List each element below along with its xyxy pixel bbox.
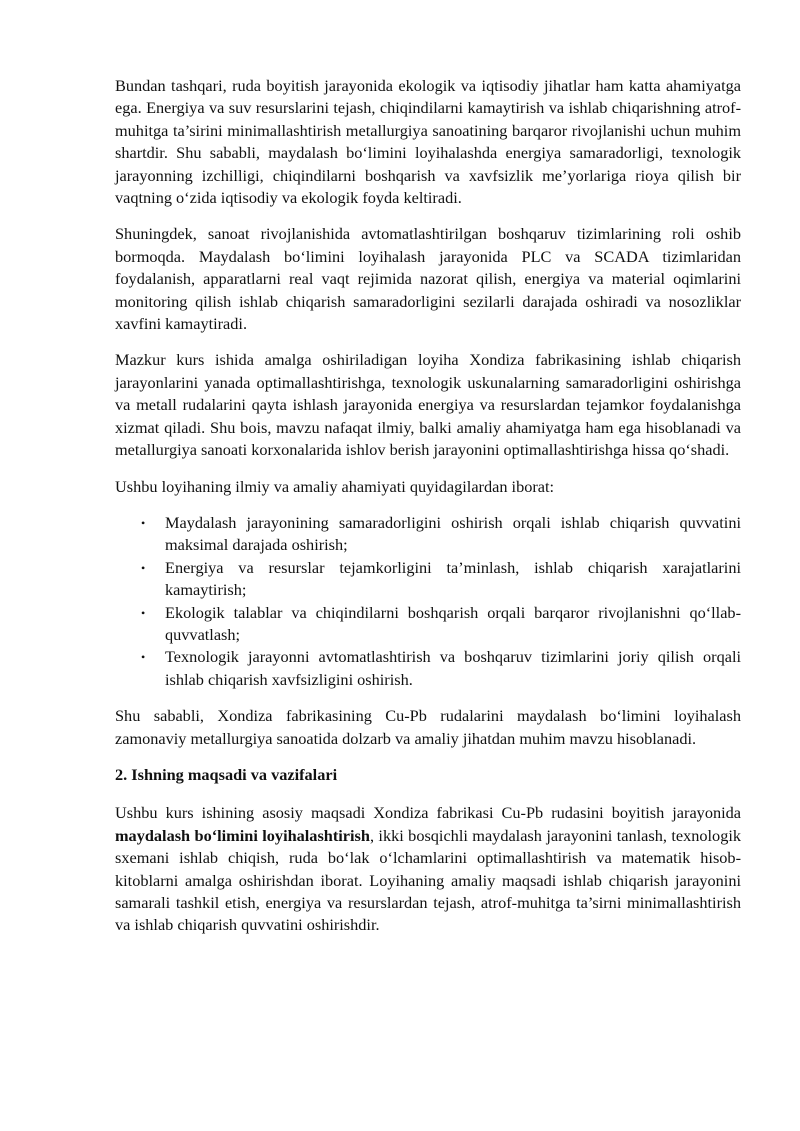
paragraph-project: Mazkur kurs ishida amalga oshiriladigan loyiha Xondiza fabrikasining ishlab chiqarish jarayonlarini yanada optimallashtirishga, texnologik uskunalarning samaradorligini oshirishga va metall rudalarini qayta ishlash jarayonida energiya va resurslardan tejamkor foydalanishga xizmat qiladi. Shu bois, mavzu nafaqat ilmiy, balki amaliy ahamiyatga ham ega hisoblanadi va metallurgiya sanoati korxonalarida ishlov berish jarayonini optimallashtirishga hissa qo‘shadi. <box>115 350 741 460</box>
goal-text-after: , ikki bosqichli maydalash jarayonini tanlash, texnologik sxemani ishlab chiqish, ruda bo‘lak o‘lchamlarini optimallashtirish va matematik hisob-kitoblarni amalga oshirishdan iborat. Loyihaning amaliy maqsadi ishlab chiqarish jarayonini samarali tashkil etish, energiya va resurslardan tejash, atrof-muhitga ta’sirni minimallashtirish va ishlab chiqarish quvvatini oshirishdir. <box>115 825 741 935</box>
list-item-text: Maydalash jarayonining samaradorligini oshirish orqali ishlab chiqarish quvvatini maksimal darajada oshirish; <box>165 512 741 555</box>
paragraph-conclusion: Shu sababli, Xondiza fabrikasining Cu-Pb rudalarini maydalash bo‘limini loyihalash zamonaviy metallurgiya sanoatida dolzarb va amaliy jihatdan muhim mavzu hisoblanadi. <box>115 706 741 748</box>
bullet-icon: • <box>141 605 146 620</box>
list-item <box>141 557 741 602</box>
paragraph-automation: Shuningdek, sanoat rivojlanishida avtomatlashtirilgan boshqaruv tizimlarining roli oshib bormoqda. Maydalash bo‘limini loyihalash jarayonida PLC va SCADA tizimlaridan foydalanish, apparatlarni real vaqt rejimida nazorat qilish, energiya va material oqimlarini monitoring qilish ishlab chiqarish samaradorligini sezilarli darajada oshiradi va nosozliklar xavfini kamaytiradi. <box>115 224 741 334</box>
list-item-text: Energiya va resurslar tejamkorligini ta’minlash, ishlab chiqarish xarajatlarini kamaytirish; <box>165 557 741 600</box>
paragraph-significance-intro: Ushbu loyihaning ilmiy va amaliy ahamiyati quyidagilardan iborat: <box>115 476 555 496</box>
section-heading: 2. Ishning maqsadi va vazifalari <box>115 764 338 784</box>
paragraph-goal <box>115 802 741 936</box>
goal-text-bold: maydalash bo‘limini loyihalashtirish <box>115 825 370 845</box>
list-item <box>141 646 741 691</box>
bullet-icon: • <box>141 650 146 665</box>
document-page <box>115 75 741 951</box>
goal-text-before: Ushbu kurs ishining asosiy maqsadi Xondiza fabrikasi Cu-Pb rudasini boyitish jarayonida <box>115 803 741 823</box>
list-item <box>141 602 741 647</box>
list-item-text: Ekologik talablar va chiqindilarni boshqarish orqali barqaror rivojlanishni qo‘llab-quvvatlash; <box>165 602 741 644</box>
paragraph-ecology: Bundan tashqari, ruda boyitish jarayonida ekologik va iqtisodiy jihatlar ham katta ahamiyatga ega. Energiya va suv resurslarini tejash, chiqindilarni kamaytirish va ishlab chiqarishning atrof-muhitga ta’sirini minimallashtirish metallurgiya sanoatining barqaror rivojlanishi uchun muhim shartdir. Shu sababli, maydalash bo‘limini loyihalashda energiya samaradorligi, texnologik jarayonning izchilligi, chiqindilarni boshqarish va xavfsizlik me’yorlariga rioya qilish bir vaqtning o‘zida iqtisodiy va ekologik foyda keltiradi. <box>115 76 741 208</box>
bullet-icon: • <box>141 560 146 575</box>
list-item-text: Texnologik jarayonni avtomatlashtirish va boshqaruv tizimlarini joriy qilish orqali ishlab chiqarish xavfsizligini oshirish. <box>165 647 741 689</box>
significance-list <box>115 512 741 691</box>
bullet-icon: • <box>141 515 146 530</box>
list-item <box>141 512 741 557</box>
